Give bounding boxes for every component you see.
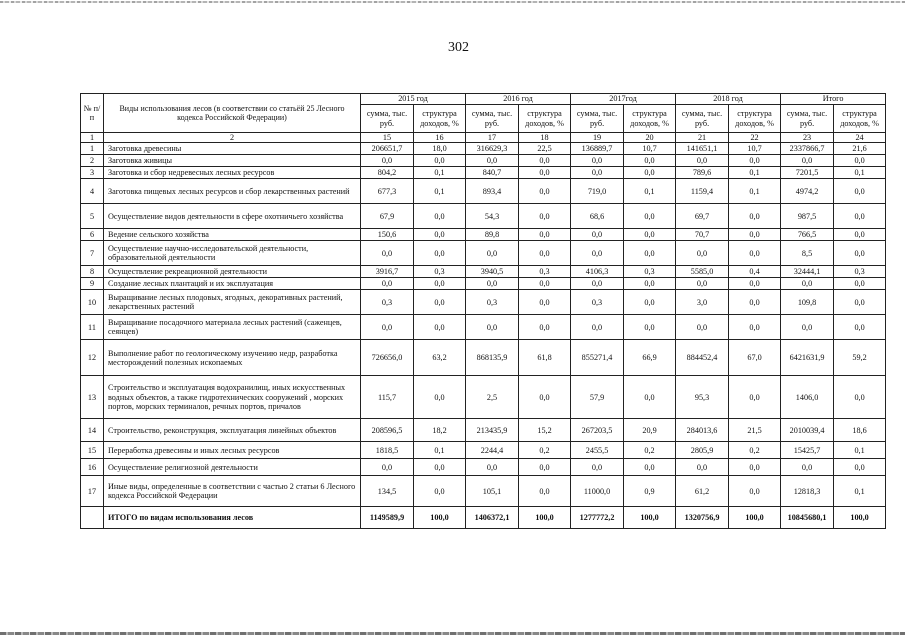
structure-cell: 0,1 <box>414 167 466 179</box>
structure-cell: 0,4 <box>729 266 781 278</box>
sum-cell: 0,3 <box>466 290 519 315</box>
structure-cell: 0,0 <box>729 315 781 340</box>
row-number: 4 <box>81 179 104 204</box>
structure-cell: 61,8 <box>519 340 571 376</box>
sum-cell: 719,0 <box>571 179 624 204</box>
structure-cell: 0,1 <box>834 476 886 507</box>
structure-cell: 0,0 <box>729 376 781 419</box>
structure-cell: 0,2 <box>519 442 571 459</box>
sum-cell: 105,1 <box>466 476 519 507</box>
sum-cell: 213435,9 <box>466 419 519 442</box>
structure-cell: 0,0 <box>834 155 886 167</box>
row-number: 5 <box>81 204 104 229</box>
sum-cell: 3916,7 <box>361 266 414 278</box>
row-number: 17 <box>81 476 104 507</box>
structure-cell: 20,9 <box>624 419 676 442</box>
structure-cell: 0,0 <box>834 204 886 229</box>
sum-cell: 726656,0 <box>361 340 414 376</box>
sum-cell: 0,0 <box>361 278 414 290</box>
structure-cell: 0,1 <box>834 167 886 179</box>
structure-cell: 10,7 <box>624 143 676 155</box>
sum-cell: 68,6 <box>571 204 624 229</box>
sum-cell: 0,0 <box>571 155 624 167</box>
structure-cell: 0,2 <box>729 442 781 459</box>
structure-cell: 0,0 <box>414 315 466 340</box>
sum-cell: 2455,5 <box>571 442 624 459</box>
structure-cell: 0,0 <box>834 229 886 241</box>
sum-cell: 95,3 <box>676 376 729 419</box>
structure-cell: 10,7 <box>729 143 781 155</box>
structure-cell: 22,5 <box>519 143 571 155</box>
sum-cell: 67,9 <box>361 204 414 229</box>
structure-cell: 0,0 <box>519 376 571 419</box>
structure-cell: 0,0 <box>624 459 676 476</box>
sum-cell: 6421631,9 <box>781 340 834 376</box>
column-index: 16 <box>414 133 466 143</box>
structure-cell: 0,0 <box>624 241 676 266</box>
table-row <box>81 290 886 315</box>
row-number: 8 <box>81 266 104 278</box>
row-name: Выращивание посадочного материала лесных растений (саженцев, сеянцев) <box>104 315 361 340</box>
structure-cell: 0,0 <box>624 315 676 340</box>
structure-cell: 100,0 <box>414 507 466 529</box>
sum-cell: 893,4 <box>466 179 519 204</box>
row-number: 7 <box>81 241 104 266</box>
total-row <box>81 507 886 529</box>
sum-cell: 284013,6 <box>676 419 729 442</box>
structure-cell: 0,2 <box>624 442 676 459</box>
sum-cell: 2805,9 <box>676 442 729 459</box>
sum-cell: 1149589,9 <box>361 507 414 529</box>
row-name: Осуществление религиозной деятельности <box>104 459 361 476</box>
sum-cell: 868135,9 <box>466 340 519 376</box>
row-name: Осуществление видов деятельности в сфере охотничьего хозяйства <box>104 204 361 229</box>
structure-cell: 0,0 <box>834 459 886 476</box>
structure-cell: 0,0 <box>834 278 886 290</box>
row-name: Заготовка живицы <box>104 155 361 167</box>
structure-cell: 0,0 <box>729 459 781 476</box>
sum-cell: 0,3 <box>571 290 624 315</box>
header-structure: структура доходов, % <box>414 105 466 133</box>
structure-cell: 0,0 <box>414 459 466 476</box>
structure-cell: 0,0 <box>834 241 886 266</box>
header-year: 2015 год <box>361 94 466 105</box>
structure-cell: 0,0 <box>729 476 781 507</box>
sum-cell: 766,5 <box>781 229 834 241</box>
sum-cell: 3,0 <box>676 290 729 315</box>
row-name: Иные виды, определенные в соответствии с частью 2 статьи 6 Лесного кодекса Российской Федерации <box>104 476 361 507</box>
structure-cell: 0,0 <box>729 278 781 290</box>
sum-cell: 0,0 <box>361 459 414 476</box>
structure-cell: 0,0 <box>414 229 466 241</box>
sum-cell: 0,0 <box>676 315 729 340</box>
structure-cell: 0,0 <box>519 290 571 315</box>
structure-cell: 0,0 <box>624 167 676 179</box>
sum-cell: 109,8 <box>781 290 834 315</box>
structure-cell: 18,6 <box>834 419 886 442</box>
column-index: 18 <box>519 133 571 143</box>
sum-cell: 0,0 <box>466 278 519 290</box>
structure-cell: 0,0 <box>729 241 781 266</box>
column-index: 2 <box>104 133 361 143</box>
header-structure: структура доходов, % <box>729 105 781 133</box>
sum-cell: 2,5 <box>466 376 519 419</box>
structure-cell: 0,0 <box>834 179 886 204</box>
sum-cell: 1320756,9 <box>676 507 729 529</box>
sum-cell: 804,2 <box>361 167 414 179</box>
sum-cell: 5585,0 <box>676 266 729 278</box>
column-index: 19 <box>571 133 624 143</box>
column-index: 22 <box>729 133 781 143</box>
sum-cell: 54,3 <box>466 204 519 229</box>
structure-cell: 0,1 <box>729 179 781 204</box>
sum-cell: 150,6 <box>361 229 414 241</box>
sum-cell: 0,0 <box>571 167 624 179</box>
row-number: 1 <box>81 143 104 155</box>
structure-cell: 0,0 <box>414 476 466 507</box>
structure-cell: 0,0 <box>414 290 466 315</box>
structure-cell: 18,0 <box>414 143 466 155</box>
sum-cell: 69,7 <box>676 204 729 229</box>
structure-cell: 0,3 <box>414 266 466 278</box>
sum-cell: 840,7 <box>466 167 519 179</box>
structure-cell: 0,0 <box>729 290 781 315</box>
structure-cell: 0,0 <box>414 241 466 266</box>
row-name: Ведение сельского хозяйства <box>104 229 361 241</box>
sum-cell: 0,0 <box>571 241 624 266</box>
column-index: 20 <box>624 133 676 143</box>
table-row <box>81 340 886 376</box>
column-index: 21 <box>676 133 729 143</box>
header-sum: сумма, тыс. руб. <box>571 105 624 133</box>
structure-cell: 0,3 <box>834 266 886 278</box>
sum-cell: 0,0 <box>781 155 834 167</box>
row-number: 10 <box>81 290 104 315</box>
structure-cell: 0,0 <box>624 290 676 315</box>
column-index: 24 <box>834 133 886 143</box>
structure-cell: 0,0 <box>414 376 466 419</box>
sum-cell: 0,0 <box>781 315 834 340</box>
sum-cell: 10845680,1 <box>781 507 834 529</box>
structure-cell: 63,2 <box>414 340 466 376</box>
structure-cell: 0,0 <box>519 476 571 507</box>
table-row <box>81 143 886 155</box>
header-name: Виды использования лесов (в соответствии со статьёй 25 Лесного кодекса Российской Федерации) <box>104 94 361 133</box>
forest-use-revenue-table <box>80 93 886 529</box>
sum-cell: 1277772,2 <box>571 507 624 529</box>
sum-cell: 1159,4 <box>676 179 729 204</box>
sum-cell: 134,5 <box>361 476 414 507</box>
structure-cell: 0,0 <box>519 459 571 476</box>
structure-cell: 0,0 <box>414 278 466 290</box>
structure-cell: 0,0 <box>834 315 886 340</box>
table-row <box>81 266 886 278</box>
sum-cell: 0,0 <box>676 241 729 266</box>
structure-cell: 0,9 <box>624 476 676 507</box>
row-number: 2 <box>81 155 104 167</box>
table-row <box>81 476 886 507</box>
sum-cell: 0,0 <box>676 278 729 290</box>
header-year: 2016 год <box>466 94 571 105</box>
row-number: 16 <box>81 459 104 476</box>
sum-cell: 677,3 <box>361 179 414 204</box>
sum-cell: 987,5 <box>781 204 834 229</box>
page-number: 302 <box>448 40 469 55</box>
sum-cell: 2337866,7 <box>781 143 834 155</box>
header-structure: структура доходов, % <box>834 105 886 133</box>
header-row-years <box>81 94 886 105</box>
structure-cell: 100,0 <box>519 507 571 529</box>
row-number: 13 <box>81 376 104 419</box>
data-rows <box>81 143 886 529</box>
header-sum: сумма, тыс. руб. <box>361 105 414 133</box>
row-name: Строительство, реконструкция, эксплуатация линейных объектов <box>104 419 361 442</box>
sum-cell: 7201,5 <box>781 167 834 179</box>
table-row <box>81 204 886 229</box>
sum-cell: 3940,5 <box>466 266 519 278</box>
scan-edge-top <box>0 1 905 3</box>
structure-cell: 0,0 <box>729 229 781 241</box>
table-row <box>81 376 886 419</box>
scan-edge-bottom <box>0 632 905 635</box>
header-sum: сумма, тыс. руб. <box>466 105 519 133</box>
column-index: 15 <box>361 133 414 143</box>
row-number <box>81 507 104 529</box>
structure-cell: 59,2 <box>834 340 886 376</box>
row-name: Заготовка и сбор недревесных лесных ресурсов <box>104 167 361 179</box>
sum-cell: 0,0 <box>676 155 729 167</box>
sum-cell: 70,7 <box>676 229 729 241</box>
structure-cell: 0,0 <box>519 167 571 179</box>
row-name: Строительство и эксплуатация водохранилищ, иных искусственных водных объектов, а также гидротехнических сооружений , морских портов, морских терминалов, речных портов, причалов <box>104 376 361 419</box>
sum-cell: 0,0 <box>361 155 414 167</box>
column-index-row <box>81 133 886 143</box>
row-name: Переработка древесины и иных лесных ресурсов <box>104 442 361 459</box>
sum-cell: 57,9 <box>571 376 624 419</box>
sum-cell: 1406,0 <box>781 376 834 419</box>
structure-cell: 0,0 <box>624 155 676 167</box>
row-name: Создание лесных плантаций и их эксплуатация <box>104 278 361 290</box>
header-sum: сумма, тыс. руб. <box>676 105 729 133</box>
structure-cell: 0,1 <box>414 179 466 204</box>
structure-cell: 0,0 <box>519 278 571 290</box>
sum-cell: 11000,0 <box>571 476 624 507</box>
table-row <box>81 419 886 442</box>
structure-cell: 18,2 <box>414 419 466 442</box>
structure-cell: 21,6 <box>834 143 886 155</box>
sum-cell: 0,0 <box>466 459 519 476</box>
structure-cell: 0,0 <box>519 315 571 340</box>
sum-cell: 141651,1 <box>676 143 729 155</box>
sum-cell: 4106,3 <box>571 266 624 278</box>
sum-cell: 316629,3 <box>466 143 519 155</box>
sum-cell: 0,0 <box>466 155 519 167</box>
sum-cell: 0,0 <box>781 459 834 476</box>
column-index: 23 <box>781 133 834 143</box>
row-name: Выполнение работ по геологическому изучению недр, разработка месторождений полезных ископаемых <box>104 340 361 376</box>
structure-cell: 0,3 <box>519 266 571 278</box>
structure-cell: 0,1 <box>624 179 676 204</box>
structure-cell: 0,0 <box>624 278 676 290</box>
sum-cell: 0,0 <box>571 229 624 241</box>
header-year: 2017год <box>571 94 676 105</box>
sum-cell: 1818,5 <box>361 442 414 459</box>
row-number: 3 <box>81 167 104 179</box>
structure-cell: 0,3 <box>624 266 676 278</box>
structure-cell: 100,0 <box>729 507 781 529</box>
row-number: 14 <box>81 419 104 442</box>
row-name: Заготовка древесины <box>104 143 361 155</box>
structure-cell: 0,0 <box>414 155 466 167</box>
structure-cell: 15,2 <box>519 419 571 442</box>
structure-cell: 0,0 <box>519 229 571 241</box>
sum-cell: 0,0 <box>676 459 729 476</box>
header-num: № п/п <box>81 94 104 133</box>
sum-cell: 115,7 <box>361 376 414 419</box>
sum-cell: 267203,5 <box>571 419 624 442</box>
structure-cell: 0,0 <box>729 155 781 167</box>
sum-cell: 8,5 <box>781 241 834 266</box>
structure-cell: 0,0 <box>729 204 781 229</box>
structure-cell: 0,0 <box>834 290 886 315</box>
row-name: Осуществление научно-исследовательской деятельности, образовательной деятельности <box>104 241 361 266</box>
structure-cell: 0,0 <box>519 241 571 266</box>
sum-cell: 2244,4 <box>466 442 519 459</box>
sum-cell: 0,0 <box>571 459 624 476</box>
row-number: 11 <box>81 315 104 340</box>
sum-cell: 12818,3 <box>781 476 834 507</box>
structure-cell: 0,0 <box>519 204 571 229</box>
structure-cell: 0,0 <box>519 155 571 167</box>
structure-cell: 100,0 <box>624 507 676 529</box>
header-year: 2018 год <box>676 94 781 105</box>
structure-cell: 0,0 <box>834 376 886 419</box>
structure-cell: 0,0 <box>624 376 676 419</box>
structure-cell: 0,1 <box>414 442 466 459</box>
sum-cell: 0,0 <box>571 278 624 290</box>
table-row <box>81 442 886 459</box>
sum-cell: 884452,4 <box>676 340 729 376</box>
sum-cell: 0,0 <box>466 315 519 340</box>
column-index: 17 <box>466 133 519 143</box>
structure-cell: 0,0 <box>624 229 676 241</box>
sum-cell: 4974,2 <box>781 179 834 204</box>
sum-cell: 0,0 <box>571 315 624 340</box>
structure-cell: 0,0 <box>414 204 466 229</box>
header-structure: структура доходов, % <box>624 105 676 133</box>
structure-cell: 66,9 <box>624 340 676 376</box>
structure-cell: 0,0 <box>624 204 676 229</box>
sum-cell: 855271,4 <box>571 340 624 376</box>
sum-cell: 0,3 <box>361 290 414 315</box>
sum-cell: 61,2 <box>676 476 729 507</box>
sum-cell: 2010039,4 <box>781 419 834 442</box>
structure-cell: 0,1 <box>729 167 781 179</box>
table-row <box>81 315 886 340</box>
sum-cell: 1406372,1 <box>466 507 519 529</box>
row-number: 12 <box>81 340 104 376</box>
column-index: 1 <box>81 133 104 143</box>
structure-cell: 0,1 <box>834 442 886 459</box>
row-number: 15 <box>81 442 104 459</box>
sum-cell: 0,0 <box>361 315 414 340</box>
sum-cell: 0,0 <box>361 241 414 266</box>
row-name: Выращивание лесных плодовых, ягодных, декоративных растений, лекарственных растений <box>104 290 361 315</box>
sum-cell: 789,6 <box>676 167 729 179</box>
sum-cell: 89,8 <box>466 229 519 241</box>
table-row <box>81 229 886 241</box>
header-year: Итого <box>781 94 886 105</box>
structure-cell: 100,0 <box>834 507 886 529</box>
sum-cell: 136889,7 <box>571 143 624 155</box>
structure-cell: 0,0 <box>519 179 571 204</box>
row-name: Заготовка пищевых лесных ресурсов и сбор лекарственных растений <box>104 179 361 204</box>
table-row <box>81 278 886 290</box>
sum-cell: 208596,5 <box>361 419 414 442</box>
table-row <box>81 459 886 476</box>
header-structure: структура доходов, % <box>519 105 571 133</box>
sum-cell: 32444,1 <box>781 266 834 278</box>
table-row <box>81 155 886 167</box>
structure-cell: 21,5 <box>729 419 781 442</box>
sum-cell: 0,0 <box>781 278 834 290</box>
sum-cell: 206651,7 <box>361 143 414 155</box>
row-number: 9 <box>81 278 104 290</box>
structure-cell: 67,0 <box>729 340 781 376</box>
row-name: Осуществление рекреационной деятельности <box>104 266 361 278</box>
table-row <box>81 167 886 179</box>
sum-cell: 0,0 <box>466 241 519 266</box>
table-row <box>81 241 886 266</box>
table-row <box>81 179 886 204</box>
row-number: 6 <box>81 229 104 241</box>
row-name: ИТОГО по видам использования лесов <box>104 507 361 529</box>
sum-cell: 15425,7 <box>781 442 834 459</box>
header-sum: сумма, тыс. руб. <box>781 105 834 133</box>
table-body <box>81 133 886 143</box>
